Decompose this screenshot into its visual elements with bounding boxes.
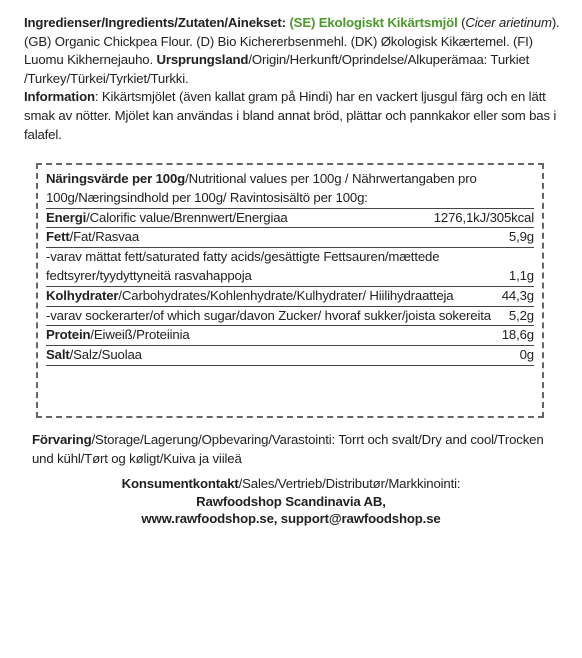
saturated-fat-label: -varav mättat fett/saturated fatty acids/gesättigte Fettsauren/mættede fedtsyrer/tyydyttyneitä rasvahappoja <box>46 249 440 283</box>
ingredients-label: Ingredienser <box>24 15 102 30</box>
latin-name: Cicer arietinum <box>465 15 552 30</box>
nutrition-header-label: Näringsvärde per 100g <box>46 171 186 186</box>
carbohydrate-label: Kolhydrater <box>46 287 119 303</box>
origin-text: /Origin/Herkunft/Oprindelse/Alkuperämaa: Turkiet /Turkey/Türkei/Tyrkiet/Turkki. <box>24 52 530 86</box>
product-name-se: (SE) Ekologiskt Kikärtsmjöl <box>289 15 458 30</box>
sugar-value: 5,2g <box>508 307 534 323</box>
fat-label-rest: /Fat/Rasvaa <box>69 229 140 245</box>
storage-section <box>32 431 562 468</box>
salt-value: 0g <box>519 347 534 363</box>
fat-label: Fett <box>46 229 70 245</box>
fat-value: 5,9g <box>508 229 534 245</box>
energy-label-rest: /Calorific value/Brennwert/Energiaa <box>86 209 288 225</box>
contact-label: Konsumentkontakt <box>121 476 239 491</box>
protein-value: 18,6g <box>501 327 534 343</box>
carbohydrate-label-rest: /Carbohydrates/Kohlenhydrate/Kulhydrater/ Hiilihydraatteja <box>118 287 454 303</box>
fat-row <box>46 228 534 248</box>
translations-text: ). (GB) Organic Chickpea Flour. (D) Bio Kichererbsenmehl. (DK) Økologisk Kikærtemel. (FI) Luomu Kikhernejauho. <box>24 15 560 68</box>
salt-row <box>46 346 534 366</box>
nutrition-table-box <box>36 163 544 418</box>
energy-label: Energi <box>46 209 87 225</box>
sugar-label: -varav sockerarter/of which sugar/davon Zucker/ hvoraf sukker/joista sokereita <box>46 307 491 323</box>
ingredients-paragraph <box>24 14 564 88</box>
protein-label: Protein <box>46 327 91 343</box>
carbohydrate-value: 44,3g <box>501 287 534 303</box>
sugar-row <box>46 307 534 327</box>
storage-text: /Storage/Lagerung/Opbevaring/Varastointi: Torrt och svalt/Dry and cool/Trocken und kühl/Tørt og køligt/Kuiva ja viileä <box>32 432 544 466</box>
origin-label: Ursprungsland <box>156 52 249 68</box>
nutrition-table <box>46 170 534 366</box>
contact-heading <box>0 475 582 493</box>
salt-label: Salt <box>46 347 70 363</box>
nutrition-header-row <box>46 170 534 209</box>
web-email: www.rawfoodshop.se, support@rawfoodshop.se <box>141 511 441 527</box>
energy-value: 1276,1kJ/305kcal <box>433 209 534 225</box>
protein-label-rest: /Eiweiß/Proteiinia <box>90 327 190 343</box>
latin-open: ( <box>457 15 466 30</box>
saturated-fat-row <box>46 248 534 287</box>
contact-section <box>0 475 582 528</box>
salt-label-rest: /Salz/Suolaa <box>69 347 142 363</box>
information-label: Information <box>24 89 95 105</box>
contact-label-rest: /Sales/Vertrieb/Distributør/Markkinointi: <box>238 476 461 491</box>
ingredients-section <box>24 14 564 144</box>
saturated-fat-value: 1,1g <box>508 267 534 283</box>
company-name: Rawfoodshop Scandinavia AB, <box>196 493 386 509</box>
carbohydrate-row <box>46 287 534 307</box>
energy-row <box>46 209 534 229</box>
information-paragraph <box>24 88 564 144</box>
protein-row <box>46 326 534 346</box>
ingredients-label-rest: /Ingredients/Zutaten/Ainekset: <box>101 15 290 30</box>
nutrition-header-rest: /Nutritional values per 100g / Nährwertangaben pro 100g/Næringsindhold per 100g/ Ravintosisältö per 100g: <box>46 171 477 205</box>
information-text: : Kikärtsmjölet (även kallat gram på Hindi) har en vackert ljusgul färg och en lätt smak av nötter. Mjölet kan användas i bland annat bröd, plättar och pannkakor eller som bas i falafel. <box>24 89 557 142</box>
storage-label: Förvaring <box>32 432 92 447</box>
